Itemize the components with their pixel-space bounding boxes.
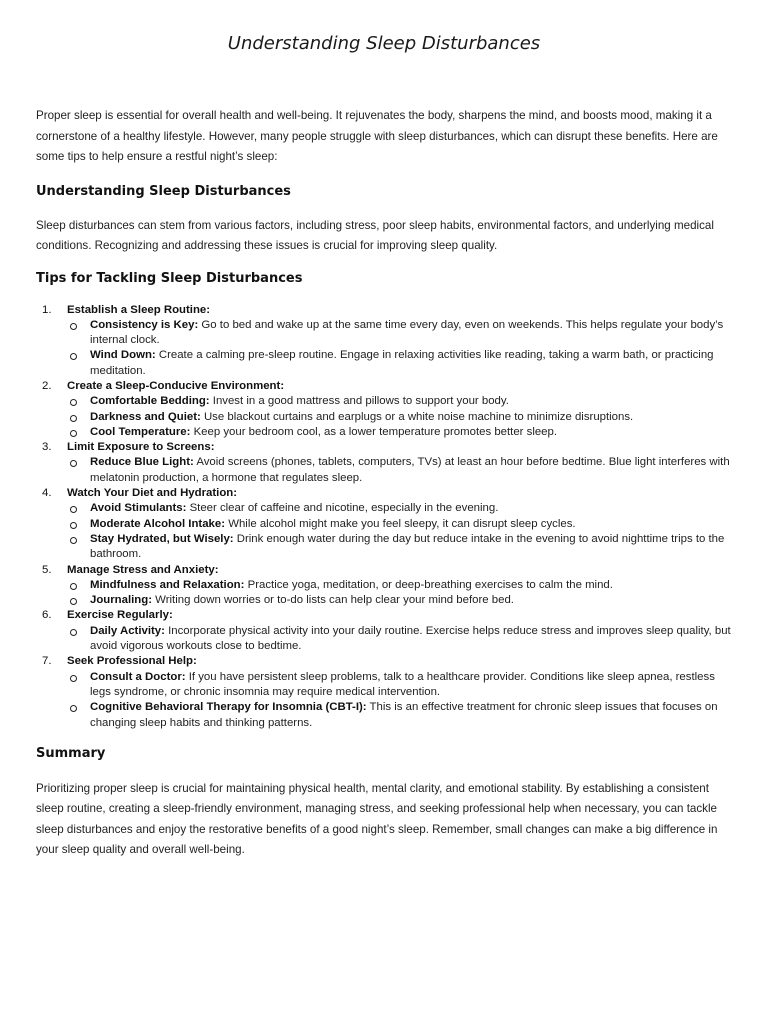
document-title: Understanding Sleep Disturbances [227, 33, 541, 54]
subitem-label: Daily Activity: [90, 624, 165, 637]
tip-item [36, 379, 732, 440]
heading-understanding: Understanding Sleep Disturbances [36, 183, 291, 199]
hollow-bullet-icon [70, 522, 77, 529]
tip-sublist [67, 670, 732, 731]
subitem-label: Consult a Doctor: [90, 670, 186, 683]
hollow-bullet-icon [70, 629, 77, 636]
subitem-label: Journaling: [90, 594, 153, 607]
tip-subitem [67, 532, 732, 563]
tip-subitem [67, 593, 732, 608]
hollow-bullet-icon [70, 705, 77, 712]
tip-title: Seek Professional Help: [67, 655, 197, 668]
tip-subitem [67, 410, 732, 425]
hollow-bullet-icon [70, 353, 77, 360]
tip-item [36, 563, 732, 609]
heading-tips: Tips for Tackling Sleep Disturbances [36, 270, 303, 286]
subitem-text: Drink enough water during the day but reduce intake in the evening to avoid nighttime trips to the bathroom. [90, 532, 725, 561]
tip-sublist [67, 455, 732, 486]
tip-number: 4. [42, 487, 52, 500]
tip-title: Exercise Regularly: [67, 609, 173, 622]
hollow-bullet-icon [70, 323, 77, 330]
tip-item [36, 608, 732, 654]
hollow-bullet-icon [70, 415, 77, 422]
subitem-text: While alcohol might make you feel sleepy, it can disrupt sleep cycles. [225, 517, 576, 530]
tip-sublist [67, 578, 732, 609]
subitem-label: Cool Temperature: [90, 425, 191, 438]
tip-title: Limit Exposure to Screens: [67, 441, 215, 454]
subitem-text: This is an effective treatment for chronic sleep issues that focuses on changing sleep habits and thinking patterns. [90, 701, 718, 729]
subitem-label: Avoid Stimulants: [90, 502, 187, 515]
subitem-label: Darkness and Quiet: [90, 410, 201, 423]
hollow-bullet-icon [70, 399, 77, 406]
subitem-text: Writing down worries or to-do lists can help clear your mind before bed. [152, 594, 514, 607]
tip-item [36, 303, 732, 379]
tip-sublist [67, 501, 732, 562]
tips-list [36, 303, 732, 731]
tip-subitem [67, 578, 732, 593]
hollow-bullet-icon [70, 430, 77, 437]
subitem-label: Comfortable Bedding: [90, 395, 210, 408]
tip-subitem [67, 670, 732, 701]
tip-sublist [67, 394, 732, 440]
subitem-label: Stay Hydrated, but Wisely: [90, 532, 234, 545]
tip-number: 7. [42, 655, 52, 668]
tip-number: 3. [42, 441, 52, 454]
tip-title: Establish a Sleep Routine: [67, 303, 211, 316]
subitem-text: Invest in a good mattress and pillows to support your body. [209, 395, 509, 408]
subitem-label: Reduce Blue Light: [90, 456, 194, 469]
subitem-label: Moderate Alcohol Intake: [90, 517, 226, 530]
tip-number: 1. [42, 303, 52, 316]
tip-subitem [67, 348, 732, 379]
tip-subitem [67, 318, 732, 349]
subitem-text: Keep your bedroom cool, as a lower temperature promotes better sleep. [190, 425, 558, 438]
tip-title: Manage Stress and Anxiety: [67, 563, 219, 576]
tip-title: Create a Sleep-Conducive Environment: [67, 379, 285, 392]
subitem-text: Incorporate physical activity into your daily routine. Exercise helps reduce stress and improves sleep quality, but avoid vigorous workouts close to bedtime. [90, 624, 731, 653]
tip-subitem [67, 425, 732, 440]
subitem-label: Consistency is Key: [90, 318, 199, 331]
subitem-text: Practice yoga, meditation, or deep-breathing exercises to calm the mind. [244, 578, 613, 591]
tip-subitem [67, 624, 732, 655]
understanding-paragraph: Sleep disturbances can stem from various factors, including stress, poor sleep habits, environmental factors, and underlying medical conditions. Recognizing and addressing these issues is crucial for improving sleep quality. [36, 218, 714, 252]
tip-number: 2. [42, 379, 52, 392]
hollow-bullet-icon [70, 506, 77, 513]
tip-subitem [67, 394, 732, 409]
tip-item [36, 486, 732, 562]
hollow-bullet-icon [70, 598, 77, 605]
tip-sublist [67, 318, 732, 379]
subitem-text: Create a calming pre-sleep routine. Engage in relaxing activities like reading, taking a warm bath, or practicing meditation. [90, 349, 714, 377]
hollow-bullet-icon [70, 537, 77, 544]
summary-paragraph: Prioritizing proper sleep is crucial for maintaining physical health, mental clarity, and emotional stability. By establishing a consistent sleep routine, creating a sleep-friendly environment, managing stress, and seeking professional help when necessary, you can tackle sleep disturbances and enjoy the restorative benefits of a good night’s sleep. Remember, small changes can make a big difference in your sleep quality and overall well-being. [36, 781, 718, 857]
hollow-bullet-icon [70, 583, 77, 590]
subitem-text: If you have persistent sleep problems, talk to a healthcare provider. Conditions like sleep apnea, restless legs syndrome, or chronic insomnia may require medical intervention. [90, 670, 715, 698]
subitem-text: Steer clear of caffeine and nicotine, especially in the evening. [186, 502, 499, 515]
hollow-bullet-icon [70, 675, 77, 682]
tip-number: 5. [42, 563, 52, 576]
subitem-text: Avoid screens (phones, tablets, computers, TVs) at least an hour before bedtime. Blue light interferes with melatonin production, a hormone that regulates sleep. [90, 456, 730, 484]
tip-subitem [67, 700, 732, 731]
hollow-bullet-icon [70, 460, 77, 467]
tip-subitem [67, 455, 732, 486]
subitem-label: Cognitive Behavioral Therapy for Insomnia (CBT-I): [90, 701, 367, 714]
subitem-label: Wind Down: [90, 349, 156, 362]
tip-title: Watch Your Diet and Hydration: [67, 487, 238, 500]
subitem-text: Use blackout curtains and earplugs or a white noise machine to minimize disruptions. [200, 410, 634, 423]
tip-item [36, 654, 732, 730]
tip-item [36, 440, 732, 486]
intro-paragraph: Proper sleep is essential for overall health and well-being. It rejuvenates the body, sharpens the mind, and boosts mood, making it a cornerstone of a healthy lifestyle. However, many people struggle with sleep disturbances, which can disrupt these benefits. Here are some tips to help ensure a restful night’s sleep: [36, 109, 718, 163]
heading-summary: Summary [36, 745, 106, 761]
tip-number: 6. [42, 609, 52, 622]
tip-sublist [67, 624, 732, 655]
tip-subitem [67, 517, 732, 532]
tip-subitem [67, 501, 732, 516]
subitem-text: Go to bed and wake up at the same time every day, even on weekends. This helps regulate your body’s internal clock. [90, 318, 724, 347]
subitem-label: Mindfulness and Relaxation: [90, 578, 245, 591]
